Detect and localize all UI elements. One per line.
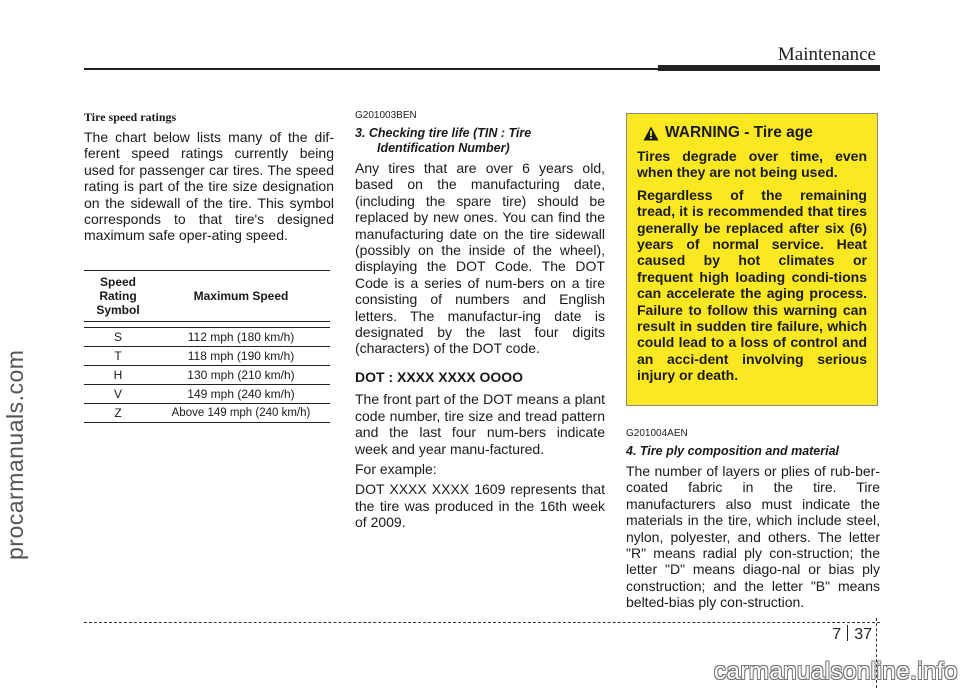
table-row — [84, 347, 330, 366]
bottom-watermark: carmanualsonline.info — [714, 658, 958, 685]
page-separator — [847, 625, 848, 641]
column-tire-ply-composition — [626, 428, 880, 615]
title-line-1: 3. Checking tire life (TIN : Tire — [355, 126, 532, 140]
warning-paragraph-1: Tires degrade over time, even when they are not being used. — [637, 148, 867, 181]
warning-body — [637, 148, 867, 384]
section-title-ply-composition: 4. Tire ply composition and material — [626, 444, 840, 458]
speed-symbol: H — [84, 366, 152, 385]
warning-triangle-icon — [643, 126, 659, 141]
section-title-tire-life — [355, 126, 605, 156]
table-row — [84, 404, 330, 423]
subheading-tire-speed-ratings: Tire speed ratings — [84, 110, 177, 124]
table-row — [84, 385, 330, 404]
speed-ratings-text: The chart below lists many of the dif-ferent speed ratings currently being used for passenger car tires. The speed rating is part of the tire size designation on the sidewall of the tire. This symbol corresponds to that tire's designed maximum safe oper-ating speed. — [84, 129, 334, 244]
title-line-2: Identification Number) — [377, 141, 510, 155]
dot-explanation-paragraph: The front part of the DOT means a plant code number, tire size and tread pattern and the last four num-bers indicate week and year manu-factured. — [355, 391, 605, 457]
speed-symbol: T — [84, 347, 152, 366]
max-speed: Above 149 mph (240 km/h) — [152, 404, 330, 423]
section-title: Maintenance — [777, 44, 876, 65]
page-number — [832, 625, 872, 644]
section-code: G201003BEN — [355, 110, 417, 121]
section-code: G201004AEN — [626, 428, 688, 439]
dot-code-heading: DOT : XXXX XXXX OOOO — [355, 368, 524, 385]
speed-symbol: V — [84, 385, 152, 404]
speed-symbol: S — [84, 328, 152, 347]
warning-box — [626, 113, 878, 406]
max-speed: 130 mph (210 km/h) — [152, 366, 330, 385]
speed-symbol: Z — [84, 404, 152, 423]
table-row — [84, 366, 330, 385]
table-row — [84, 328, 330, 347]
header-rule-accent — [658, 65, 880, 71]
max-speed: 112 mph (180 km/h) — [152, 328, 330, 347]
tire-life-paragraph: Any tires that are over 6 years old, based on the manufacturing date, (including the spare tire) should be replaced by new ones. You can find the manufacturing date on the tire sidewall (possibly on the inside of the wheel), displaying the DOT Code. The DOT Code is a series of num-bers on a tire consisting of numbers and English letters. The manufactur-ing date is designated by the last four digits (characters) of the DOT code. — [355, 160, 605, 357]
speed-ratings-paragraph — [84, 129, 334, 244]
side-watermark: procarmanuals.com — [2, 349, 28, 560]
max-speed: 149 mph (240 km/h) — [152, 385, 330, 404]
column-tire-speed-ratings — [84, 110, 334, 248]
example-paragraph: DOT XXXX XXXX 1609 represents that the tire was produced in the 16th week of 2009. — [355, 481, 605, 531]
table-header-row — [84, 271, 330, 322]
warning-title-text: WARNING - Tire age — [665, 124, 813, 141]
page-number-value: 37 — [854, 626, 872, 643]
header-maximum-speed: Maximum Speed — [152, 271, 330, 322]
warning-title — [637, 124, 867, 142]
column-checking-tire-life — [355, 110, 605, 535]
example-label: For example: — [355, 460, 437, 477]
speed-rating-table — [84, 270, 330, 423]
chapter-number: 7 — [832, 626, 842, 643]
header-speed-rating-symbol: Speed Rating Symbol — [84, 271, 152, 322]
ply-composition-paragraph: The number of layers or plies of rub-ber-coated fabric in the tire. Tire manufacturers also must indicate the materials in the tire, which include steel, nylon, polyester, and others. The letter "R" means radial ply con-struction; the letter "D" means diago-nal or bias ply construction; and the letter "B" means belted-bias ply con-struction. — [626, 463, 880, 611]
ply-composition-body — [626, 463, 880, 611]
tire-life-body — [355, 160, 605, 531]
footer-rule — [84, 622, 880, 623]
warning-paragraph-2: Regardless of the remaining tread, it is recommended that tires generally be replaced after six (6) years of normal service. Heat caused by hot climates or frequent high loading condi-tions can accelerate the aging process. Failure to follow this warning can result in sudden tire failure, which could lead to a loss of control and an acci-dent involving serious injury or death. — [637, 186, 867, 384]
max-speed: 118 mph (190 km/h) — [152, 347, 330, 366]
